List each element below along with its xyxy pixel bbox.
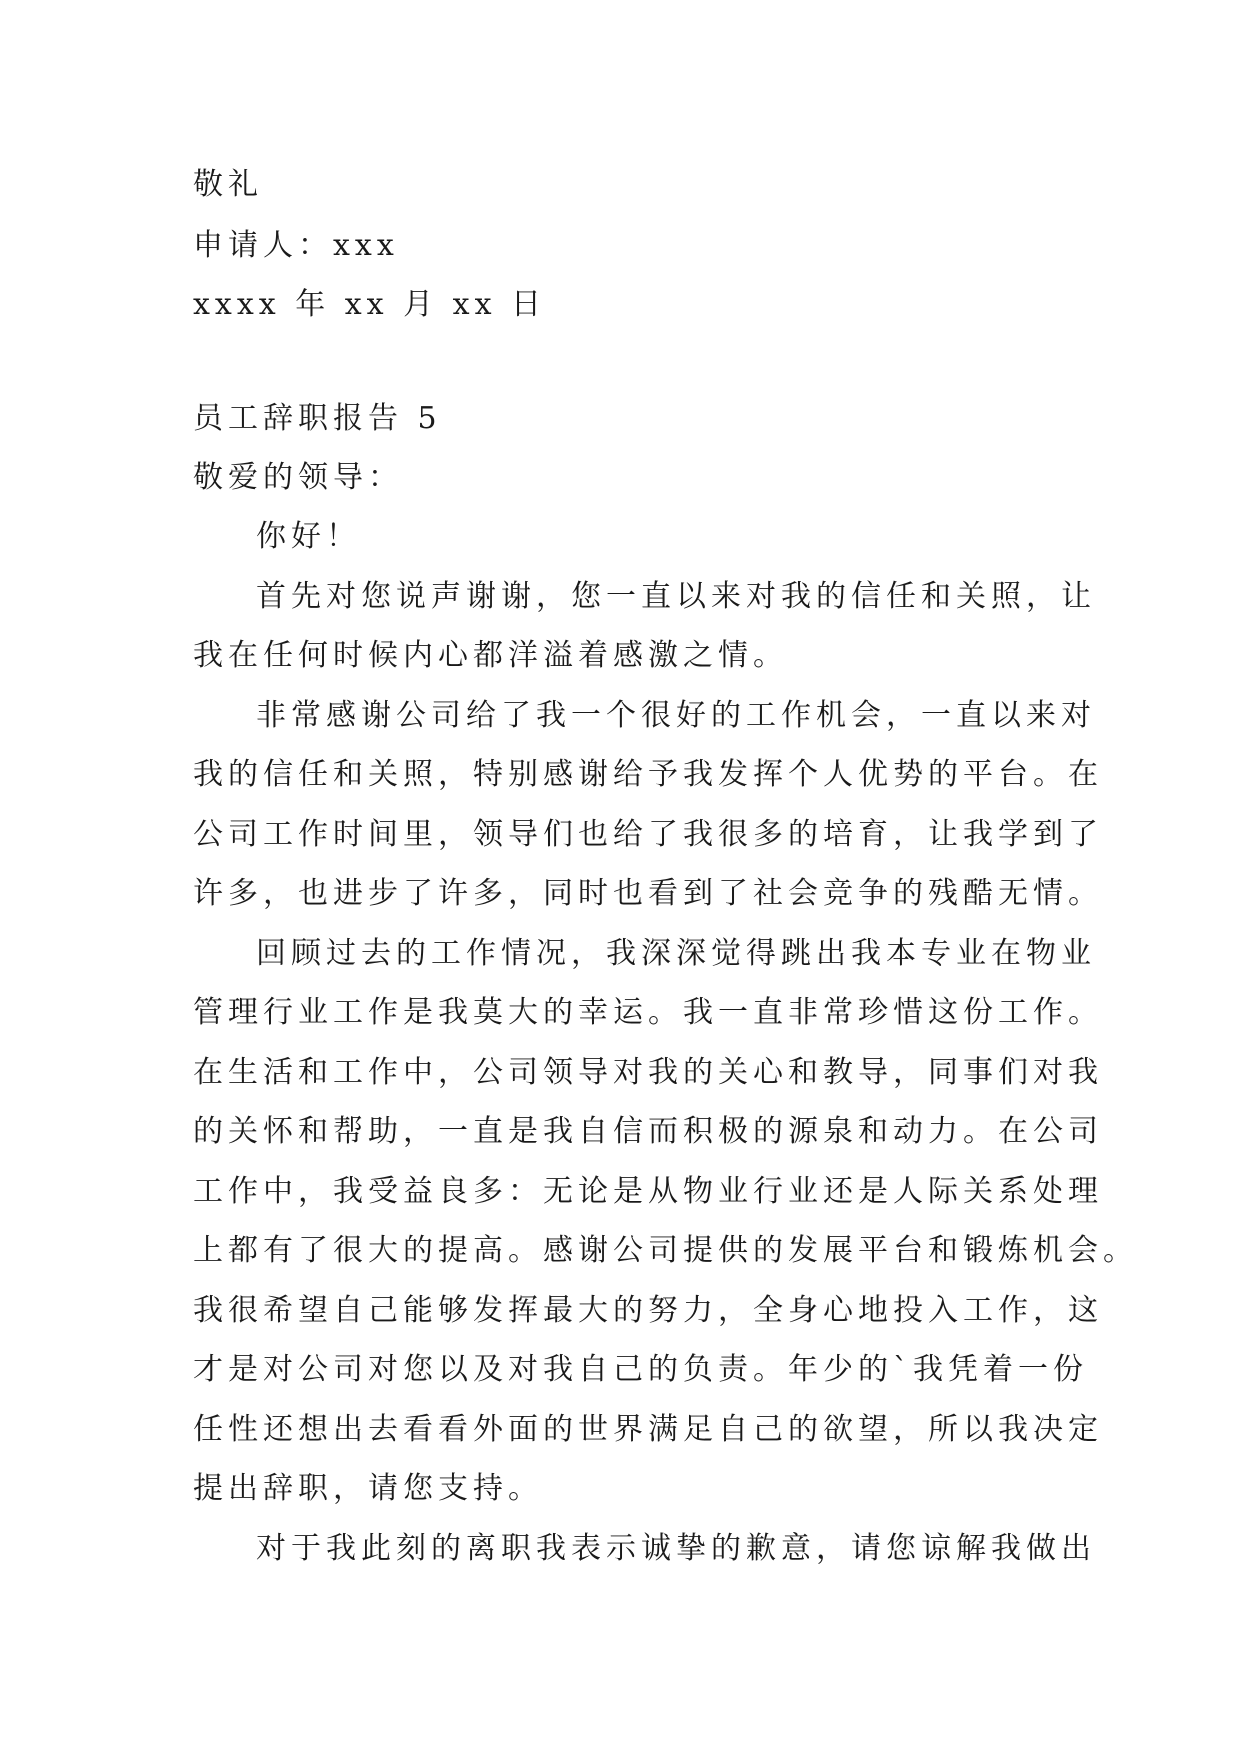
body-line: 管理行业工作是我莫大的幸运。我一直非常珍惜这份工作。 xyxy=(193,995,1103,1030)
body-line: 提出辞职，请您支持。 xyxy=(193,1471,543,1506)
applicant-line: 申请人：xxx xyxy=(193,228,399,263)
body-line: 我很希望自己能够发挥最大的努力，全身心地投入工作，这 xyxy=(193,1293,1103,1328)
body-line: 在生活和工作中，公司领导对我的关心和教导，同事们对我 xyxy=(193,1055,1103,1090)
body-line: 工作中，我受益良多：无论是从物业行业还是人际关系处理 xyxy=(193,1174,1103,1209)
body-line: 非常感谢公司给了我一个很好的工作机会，一直以来对 xyxy=(256,698,1096,733)
body-line: 我在任何时候内心都洋溢着感激之情。 xyxy=(193,638,788,673)
body-line: 你好！ xyxy=(256,519,361,554)
body-line: 回顾过去的工作情况，我深深觉得跳出我本专业在物业 xyxy=(256,936,1096,971)
body-line: 对于我此刻的离职我表示诚挚的歉意，请您谅解我做出 xyxy=(256,1531,1096,1566)
closing-salutation: 敬礼 xyxy=(193,167,263,202)
body-line: 公司工作时间里，领导们也给了我很多的培育，让我学到了 xyxy=(193,817,1103,852)
letter-greeting: 敬爱的领导： xyxy=(193,460,403,495)
letter-title: 员工辞职报告 5 xyxy=(193,401,442,436)
date-line: xxxx 年 xx 月 xx 日 xyxy=(193,287,547,322)
body-line: 的关怀和帮助，一直是我自信而积极的源泉和动力。在公司 xyxy=(193,1114,1103,1149)
body-line: 首先对您说声谢谢，您一直以来对我的信任和关照，让 xyxy=(256,579,1096,614)
body-line: 才是对公司对您以及对我自己的负责。年少的`我凭着一份 xyxy=(193,1352,1088,1387)
body-line: 许多，也进步了许多，同时也看到了社会竞争的残酷无情。 xyxy=(193,876,1103,911)
body-line: 任性还想出去看看外面的世界满足自己的欲望，所以我决定 xyxy=(193,1412,1103,1447)
body-line: 我的信任和关照，特别感谢给予我发挥个人优势的平台。在 xyxy=(193,757,1103,792)
body-line: 上都有了很大的提高。感谢公司提供的发展平台和锻炼机会。 xyxy=(193,1233,1138,1268)
